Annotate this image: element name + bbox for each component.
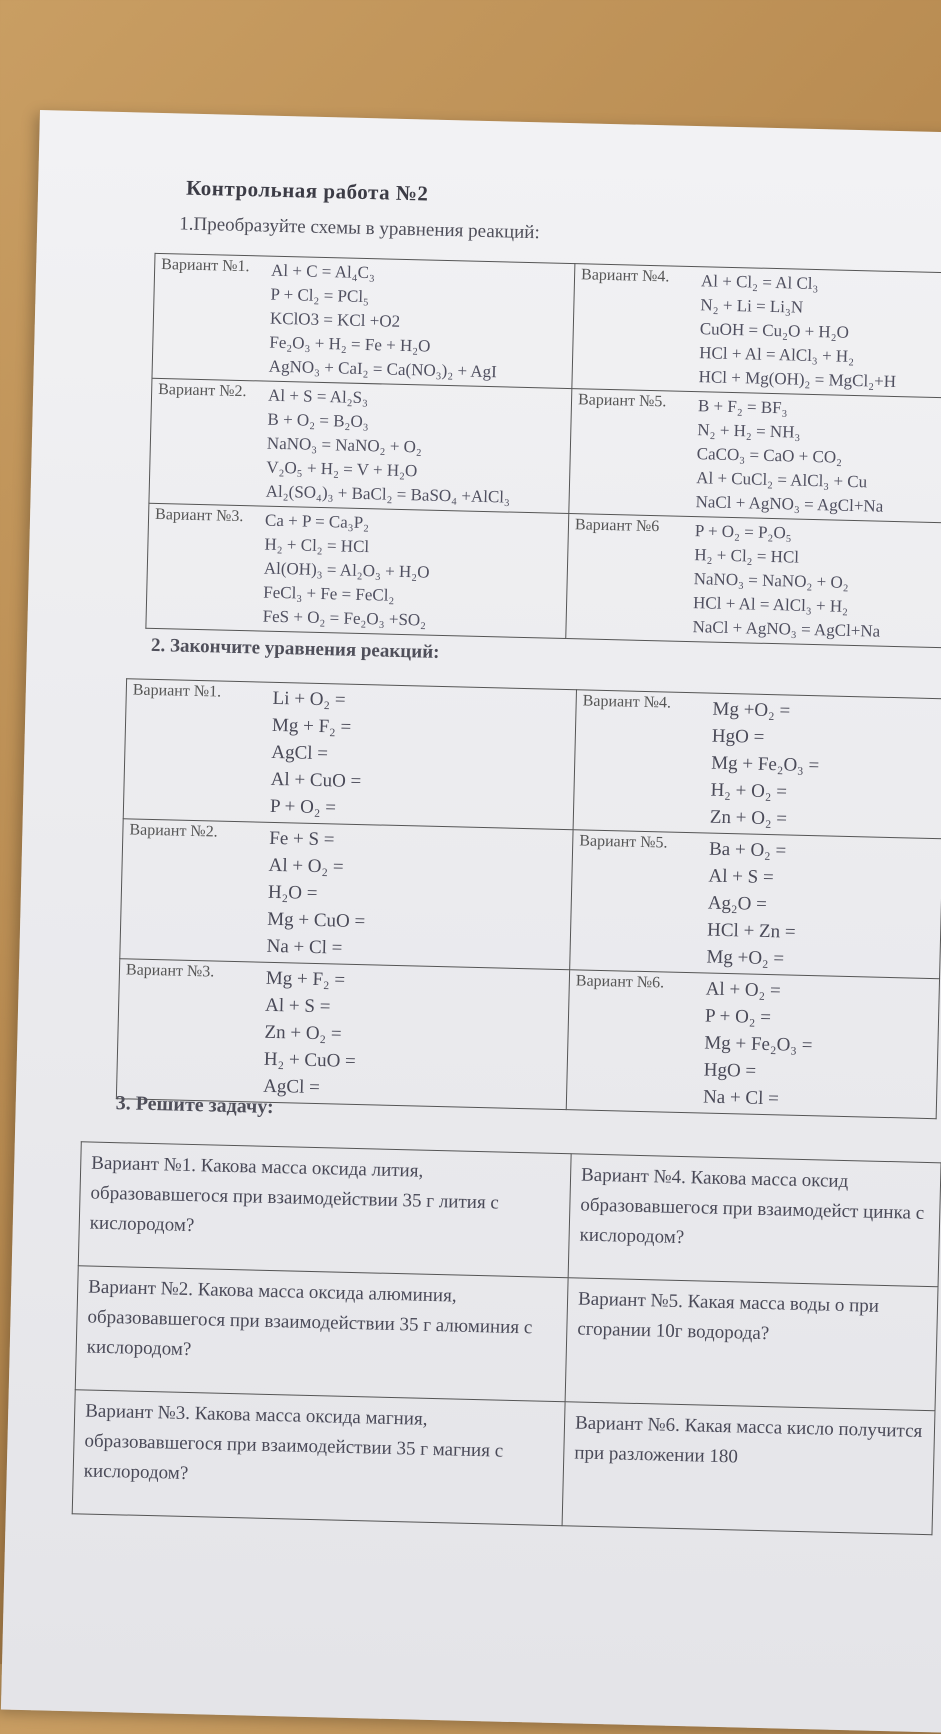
equation: H₂ + CuO = <box>263 1048 357 1072</box>
equation: NaCl + AgNO₃ = AgCl+Na <box>695 492 884 516</box>
task3-cell <box>562 1402 935 1535</box>
page-title: Контрольная работа №2 <box>185 175 429 206</box>
variant-label: Вариант №4. <box>580 266 670 286</box>
task3-cell <box>78 1142 571 1278</box>
equation: FeS + O₂ = Fe₂O₃ +SO₂ <box>262 606 427 630</box>
equation-list <box>262 509 431 633</box>
equation-list <box>269 259 500 385</box>
equation: CuOH = Cu₂O + H₂O <box>699 319 850 342</box>
equation-list <box>266 825 367 962</box>
equation: Mg +O₂ = <box>706 946 785 970</box>
equation: Al + S = <box>708 865 774 889</box>
equation: P + O₂ = <box>269 795 337 819</box>
worksheet-paper <box>1 110 941 1734</box>
problem-text: Вариант №4. Какова масса оксид образовавшегося при взаимодейст цинка с кислородом? <box>579 1164 925 1249</box>
variant-label: Вариант №5. <box>579 832 668 852</box>
task1-cell <box>152 253 575 388</box>
problem-text: Вариант №2. Какова масса оксида алюминия, образовавшегося при взаимодействии 35 г алюминия с кислородом? <box>86 1276 533 1361</box>
equation: Al + CuCl₂ = AlCl₃ + Cu <box>695 468 868 492</box>
task1-cell <box>149 378 572 513</box>
equation: Mg + Fe₂O₃ = <box>710 752 820 777</box>
equation: Al + O₂ = <box>705 978 781 1002</box>
task3-cell <box>568 1154 941 1287</box>
problem-text: Вариант №1. Какова масса оксида лития, образовавшегося при взаимодействии 35 г лития с кислородом? <box>89 1152 500 1237</box>
equation: N₂ + Li = Li₃N <box>700 295 804 317</box>
equation: NaNO₃ = NaNO₂ + O₂ <box>266 433 423 457</box>
problem-text: Вариант №3. Какова масса оксида магния, образовавшегося при взаимодействии 35 г магния с кислородом? <box>83 1400 504 1485</box>
equation: HgO = <box>703 1059 757 1082</box>
equation: NaNO₃ = NaNO₂ + O₂ <box>693 569 849 592</box>
equation: CaCO₃ = CaO + CO₂ <box>696 444 843 467</box>
task1-row <box>146 503 941 648</box>
equation: AgCl = <box>271 741 329 765</box>
equation: Al + O₂ = <box>268 854 344 878</box>
equation: P + O₂ = P₂O₅ <box>694 521 792 543</box>
task3-row <box>78 1142 941 1287</box>
equation: Mg + F₂ = <box>265 967 346 991</box>
worksheet-content <box>80 111 941 1485</box>
equation: Al(OH)₃ = Al₂O₃ + H₂O <box>263 558 430 582</box>
variant-label: Вариант №3. <box>125 961 215 981</box>
equation: Al + C = Al₄C₃ <box>270 260 376 283</box>
task3-table <box>72 1141 941 1535</box>
equation: Fe + S = <box>269 827 335 851</box>
equation: P + O₂ = <box>704 1005 772 1029</box>
variant-label: Вариант №4. <box>582 692 672 712</box>
task1-row <box>149 378 941 523</box>
task2-cell <box>116 959 569 1110</box>
task3-cell <box>75 1266 568 1402</box>
equation: NaCl + AgNO₃ = AgCl+Na <box>692 617 881 641</box>
equation: H₂O = <box>267 881 318 905</box>
variant-label: Вариант №2. <box>129 821 218 841</box>
equation-list <box>692 519 883 644</box>
equation: Zn + O₂ = <box>264 1021 342 1045</box>
equation: Al + S = <box>264 994 331 1018</box>
equation-list <box>270 685 364 822</box>
variant-label: Вариант №3. <box>154 505 244 526</box>
equation-list <box>703 976 814 1114</box>
equation: H₂ + Cl₂ = HCl <box>694 545 800 567</box>
equation: Ca + P = Ca₃P₂ <box>264 510 370 533</box>
equation: HgO = <box>711 725 765 748</box>
task3-cell <box>565 1278 938 1411</box>
task1-heading: 1.Преобразуйте схемы в уравнения реакций: <box>179 213 541 244</box>
task2-cell <box>120 819 573 970</box>
equation: H₂ + Cl₂ = HCl <box>264 534 370 557</box>
equation: HCl + Mg(OH)₂ = MgCl₂+H <box>698 367 897 391</box>
task2-cell <box>123 679 576 830</box>
problem-text: Вариант №5. Какая масса воды о при сгорании 10г водорода? <box>577 1288 880 1345</box>
variant-label: Вариант №6 <box>574 516 660 536</box>
equation: HCl + Al = AlCl₃ + H₂ <box>699 343 855 366</box>
equation: N₂ + H₂ = NH₃ <box>697 420 801 442</box>
equation: HCl + Al = AlCl₃ + H₂ <box>692 593 849 616</box>
task1-cell <box>566 514 941 648</box>
task2-heading: 2. Закончите уравнения реакций: <box>150 634 440 663</box>
equation: B + O₂ = B₂O₃ <box>267 409 369 432</box>
task2-row <box>123 679 941 839</box>
equation: Al₂(SO₄)₃ + BaCl₂ = BaSO₄ +AlCl₃ <box>265 481 511 507</box>
equation: HCl + Zn = <box>706 919 796 943</box>
equation: Mg + F₂ = <box>271 714 352 738</box>
variant-label: Вариант №1. <box>161 256 250 276</box>
variant-label: Вариант №1. <box>132 681 222 701</box>
task1-cell <box>146 503 569 638</box>
equation: KClO3 = KCl +O2 <box>269 308 401 331</box>
equation: Mg +O₂ = <box>712 698 791 722</box>
variant-label: Вариант №2. <box>157 380 247 401</box>
task1-cell <box>572 264 941 398</box>
equation: Ag₂O = <box>707 892 768 915</box>
equation: Mg + CuO = <box>267 908 366 933</box>
task3-row <box>75 1266 938 1411</box>
equation: Na + Cl = <box>266 935 343 959</box>
equation: Zn + O₂ = <box>709 806 788 830</box>
equation: Mg + Fe₂O₃ = <box>704 1032 813 1057</box>
equation: Na + Cl = <box>702 1086 780 1110</box>
equation-list <box>710 696 821 834</box>
variant-label: Вариант №5. <box>577 391 667 411</box>
equation: FeCl₃ + Fe = FeCl₂ <box>263 582 395 605</box>
equation: Al + S = Al₂S₃ <box>267 385 369 408</box>
equation-list <box>263 965 358 1102</box>
task3-row <box>72 1390 935 1535</box>
task3-cell <box>72 1390 565 1526</box>
task2-table <box>116 678 941 1119</box>
problem-text: Вариант №6. Какая масса кисло получится при разложении 180 <box>574 1412 923 1468</box>
equation: Al + CuO = <box>270 768 362 793</box>
equation: V₂O₅ + H₂ = V + H₂O <box>266 457 418 481</box>
equation: AgNO₃ + CaI₂ = Ca(NO₃)₂ + AgI <box>268 356 498 382</box>
equation: P + Cl₂ = PCl₅ <box>270 284 370 307</box>
equation: H₂ + O₂ = <box>710 779 788 803</box>
task1-table <box>145 253 941 648</box>
equation: Li + O₂ = <box>272 687 346 711</box>
task2-row <box>120 819 941 979</box>
equation-list <box>706 836 798 973</box>
task2-cell <box>570 830 941 979</box>
task1-cell <box>569 389 941 523</box>
equation-list <box>698 269 898 394</box>
variant-label: Вариант №6. <box>575 972 665 992</box>
equation: B + F₂ = BF₃ <box>697 396 788 418</box>
equation: Al + Cl₂ = Al Cl₃ <box>700 271 819 294</box>
equation: AgCl = <box>262 1075 321 1099</box>
task2-cell <box>573 690 941 839</box>
task1-row <box>152 253 941 398</box>
equation-list <box>695 394 886 519</box>
equation: Ba + O₂ = <box>708 838 787 862</box>
equation: Fe₂O₃ + H₂ = Fe + H₂O <box>269 332 431 356</box>
equation-list <box>265 384 512 510</box>
task2-cell <box>566 970 939 1119</box>
task3-heading: 3. Решите задачу: <box>115 1092 274 1119</box>
